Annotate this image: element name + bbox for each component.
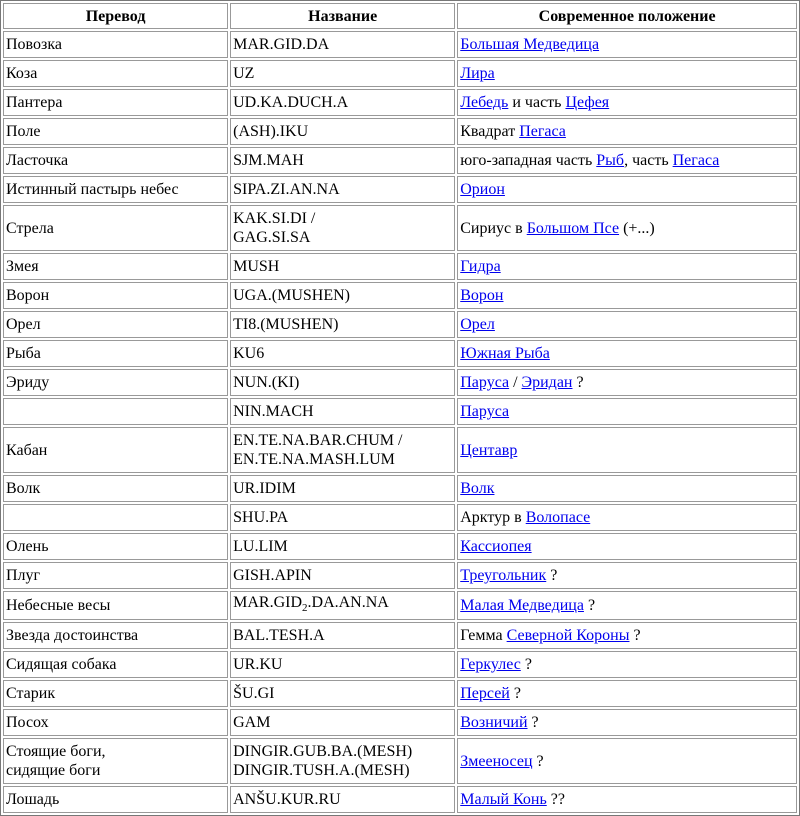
constellation-link[interactable]: Южная Рыба <box>460 345 550 362</box>
table-row <box>3 369 797 396</box>
translation-line: сидящие боги <box>6 762 101 780</box>
cell-position <box>457 60 797 87</box>
table-row <box>3 118 797 145</box>
constellation-link[interactable]: Гидра <box>460 258 501 275</box>
position-text: ? <box>532 752 544 770</box>
cell-position <box>457 680 797 707</box>
position-text: Квадрат <box>460 123 520 140</box>
position-text: ? <box>520 656 532 674</box>
header-position: Современное положение <box>457 3 797 29</box>
cell-position <box>457 311 797 338</box>
cell-translation: Плуг <box>3 562 228 589</box>
constellation-link[interactable]: Треугольник <box>460 567 547 584</box>
cell-name: MAR.GID.DA <box>230 31 455 58</box>
constellation-link[interactable]: Ворон <box>460 287 504 304</box>
table-row <box>3 89 797 116</box>
cell-name: SJM.MAH <box>230 147 455 174</box>
table-row <box>3 738 797 784</box>
constellation-link[interactable]: Волопасе <box>525 509 591 526</box>
cell-position <box>457 176 797 203</box>
cell-name: GAM <box>230 709 455 736</box>
constellation-link[interactable]: Большая Медведица <box>460 36 600 53</box>
table-row <box>3 622 797 649</box>
cell-translation <box>3 398 228 425</box>
cell-name: UR.IDIM <box>230 475 455 502</box>
cell-name: UD.KA.DUCH.A <box>230 89 455 116</box>
header-translation: Перевод <box>3 3 228 29</box>
table-header <box>3 3 797 29</box>
cell-position <box>457 427 797 473</box>
cell-position <box>457 504 797 531</box>
cell-name: SIPA.ZI.AN.NA <box>230 176 455 203</box>
cell-translation: Ворон <box>3 282 228 309</box>
cell-translation: Лошадь <box>3 786 228 813</box>
constellation-link[interactable]: Рыб <box>596 152 625 169</box>
cell-name: SHU.PA <box>230 504 455 531</box>
position-text: ? <box>583 597 596 615</box>
table-row <box>3 562 797 589</box>
cell-name <box>230 427 455 473</box>
table-row <box>3 533 797 560</box>
position-text: Сириус в <box>460 219 527 237</box>
cell-translation: Волк <box>3 475 228 502</box>
cell-name: UGA.(MUSHEN) <box>230 282 455 309</box>
constellation-link[interactable]: Лебедь <box>460 94 509 111</box>
constellation-link[interactable]: Орион <box>460 181 505 198</box>
constellation-link[interactable]: Паруса <box>460 403 510 420</box>
cell-position <box>457 253 797 280</box>
cell-position <box>457 89 797 116</box>
constellation-link[interactable]: Паруса <box>460 374 510 391</box>
table-row <box>3 786 797 813</box>
position-text: юго-западная часть <box>460 152 597 169</box>
cell-name: ANŠU.KUR.RU <box>230 786 455 813</box>
constellation-link[interactable]: Малый Конь <box>460 791 547 809</box>
table-row <box>3 205 797 251</box>
cell-position <box>457 562 797 589</box>
cell-position <box>457 591 797 620</box>
constellation-link[interactable]: Геркулес <box>460 656 521 674</box>
constellation-link[interactable]: Возничий <box>460 714 528 732</box>
cell-name: ŠU.GI <box>230 680 455 707</box>
cell-translation: Рыба <box>3 340 228 367</box>
name-line: EN.TE.NA.BAR.CHUM / <box>233 432 403 449</box>
position-text: ?? <box>546 791 565 809</box>
cell-name: UZ <box>230 60 455 87</box>
cell-position <box>457 738 797 784</box>
header-name: Название <box>230 3 455 29</box>
position-text: (+...) <box>619 219 655 237</box>
constellation-link[interactable]: Персей <box>460 685 510 703</box>
table-row <box>3 680 797 707</box>
cell-name <box>230 738 455 784</box>
constellation-link[interactable]: Змееносец <box>460 752 533 770</box>
cell-translation: Сидящая собака <box>3 651 228 678</box>
cell-translation: Ласточка <box>3 147 228 174</box>
cell-name: LU.LIM <box>230 533 455 560</box>
cell-name: UR.KU <box>230 651 455 678</box>
constellation-link[interactable]: Пегаса <box>519 123 566 140</box>
constellation-link[interactable]: Центавр <box>460 441 518 459</box>
cell-translation: Эриду <box>3 369 228 396</box>
position-text: ? <box>629 627 641 645</box>
table-row <box>3 282 797 309</box>
cell-name: $MAR.GID_2.DA.AN.NA$ <box>230 591 455 620</box>
cell-position <box>457 709 797 736</box>
table-row <box>3 504 797 531</box>
position-text: ? <box>527 714 539 732</box>
cell-name: (ASH).IKU <box>230 118 455 145</box>
cell-position <box>457 622 797 649</box>
constellation-link[interactable]: Северной Короны <box>506 627 630 645</box>
constellation-link[interactable]: Цефея <box>565 94 610 111</box>
table-row <box>3 147 797 174</box>
translation-line: Стоящие боги, <box>6 743 106 761</box>
cell-position <box>457 31 797 58</box>
cell-translation: Посох <box>3 709 228 736</box>
cell-position <box>457 282 797 309</box>
position-text: ? <box>509 685 521 703</box>
position-text: и часть <box>508 94 566 111</box>
cell-translation: Олень <box>3 533 228 560</box>
cell-name: MUSH <box>230 253 455 280</box>
table-row <box>3 709 797 736</box>
table-row <box>3 651 797 678</box>
name-subscript: 2 <box>302 602 308 615</box>
constellation-link[interactable]: Лира <box>460 65 495 82</box>
table-row <box>3 591 797 620</box>
table-row <box>3 475 797 502</box>
cell-translation: Поле <box>3 118 228 145</box>
position-text: ? <box>572 374 584 391</box>
name-line: KAK.SI.DI / <box>233 210 316 227</box>
table-body <box>3 31 797 813</box>
cell-name: TI8.(MUSHEN) <box>230 311 455 338</box>
cell-position <box>457 340 797 367</box>
cell-position <box>457 533 797 560</box>
name-line: EN.TE.NA.MASH.LUM <box>233 451 395 468</box>
cell-position <box>457 475 797 502</box>
cell-name <box>230 205 455 251</box>
cell-translation: Коза <box>3 60 228 87</box>
table-row <box>3 176 797 203</box>
cell-name: KU6 <box>230 340 455 367</box>
cell-name: BAL.TESH.A <box>230 622 455 649</box>
cell-position <box>457 369 797 396</box>
table-row <box>3 340 797 367</box>
name-line: GAG.SI.SA <box>233 229 311 246</box>
cell-translation: Кабан <box>3 427 228 473</box>
position-text: , часть <box>624 152 673 169</box>
cell-position <box>457 118 797 145</box>
cell-translation: Змея <box>3 253 228 280</box>
position-text: / <box>509 374 522 391</box>
cell-translation: Истинный пастырь небес <box>3 176 228 203</box>
table-row <box>3 427 797 473</box>
table-row <box>3 60 797 87</box>
cell-position <box>457 147 797 174</box>
constellation-link[interactable]: Кассиопея <box>460 538 532 555</box>
constellation-link[interactable]: Пегаса <box>672 152 720 169</box>
cell-translation: Звезда достоинства <box>3 622 228 649</box>
cell-translation <box>3 738 228 784</box>
cell-translation <box>3 504 228 531</box>
constellation-link[interactable]: Орел <box>460 316 495 333</box>
constellation-link[interactable]: Эридан <box>521 374 573 391</box>
cell-translation: Небесные весы <box>3 591 228 620</box>
cell-translation: Стрела <box>3 205 228 251</box>
cell-position <box>457 398 797 425</box>
table-row <box>3 253 797 280</box>
cell-translation: Пантера <box>3 89 228 116</box>
cell-position <box>457 205 797 251</box>
position-text: Арктур в <box>460 509 526 526</box>
cell-translation: Орел <box>3 311 228 338</box>
name-line: DINGIR.TUSH.A.(MESH) <box>233 762 410 780</box>
cell-name: GISH.APIN <box>230 562 455 589</box>
name-line: DINGIR.GUB.BA.(MESH) <box>233 743 413 761</box>
constellation-link[interactable]: Волк <box>460 480 495 497</box>
constellation-link[interactable]: Малая Медведица <box>460 597 584 615</box>
header-row <box>3 3 797 29</box>
table-row <box>3 31 797 58</box>
constellation-link[interactable]: Большом Псе <box>526 219 620 237</box>
cell-translation: Повозка <box>3 31 228 58</box>
cell-translation: Старик <box>3 680 228 707</box>
cell-name: NIN.MACH <box>230 398 455 425</box>
cell-name: NUN.(KI) <box>230 369 455 396</box>
position-text: Гемма <box>460 627 507 645</box>
cell-position <box>457 786 797 813</box>
position-text: ? <box>546 567 558 584</box>
cell-position <box>457 651 797 678</box>
table-row <box>3 398 797 425</box>
table-row <box>3 311 797 338</box>
